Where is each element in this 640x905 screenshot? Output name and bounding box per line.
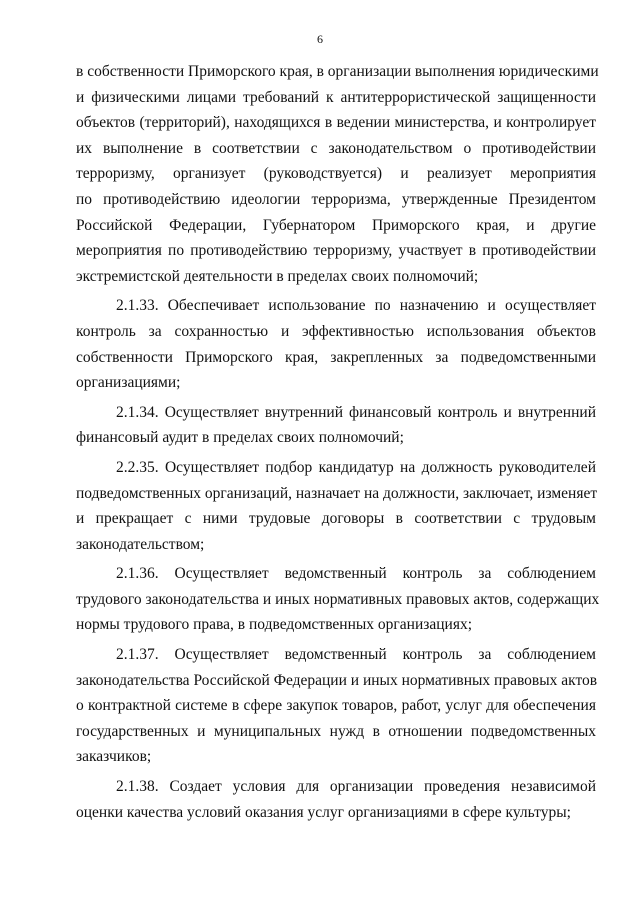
text-line: 2.1.37. Осуществляет ведомственный контроль за соблюдением: [116, 646, 596, 664]
text-line: нормы трудового права, в подведомственных организациях;: [76, 616, 473, 634]
text-line: по противодействию идеологии терроризма, утвержденные Президентом: [76, 190, 596, 208]
paragraph-2-1-37: [76, 642, 596, 770]
paragraph-2-1-38: [76, 774, 596, 825]
text-line: мероприятия по противодействию терроризму, участвует в противодействии: [76, 242, 596, 260]
text-line: организациями;: [76, 374, 181, 392]
text-line: 2.1.33. Обеспечивает использование по назначению и осуществляет: [116, 297, 596, 315]
text-line: терроризму, организует (руководствуется) и реализует мероприятия: [76, 165, 596, 183]
text-line: их выполнение в соответствии с законодательством о противодействии: [76, 139, 596, 157]
paragraph-continuation: [76, 59, 599, 289]
text-line: экстремистской деятельности в пределах своих полномочий;: [76, 267, 479, 285]
text-line: и прекращает с ними трудовые договоры в соответствии с трудовым: [76, 510, 596, 528]
text-line: собственности Приморского края, закрепленных за подведомственными: [76, 348, 596, 366]
text-line: трудового законодательства и иных нормативных правовых актов, содержащих: [76, 590, 600, 608]
text-line: 2.1.38. Создает условия для организации проведения независимой: [116, 778, 596, 796]
document-body: [76, 59, 600, 825]
text-line: 2.1.34. Осуществляет внутренний финансовый контроль и внутренний: [116, 403, 596, 421]
text-line: законодательства Российской Федерации и иных нормативных правовых актов: [76, 671, 598, 689]
text-line: финансовый аудит в пределах своих полномочий;: [76, 429, 404, 447]
text-line: 2.1.36. Осуществляет ведомственный контроль за соблюдением: [116, 565, 596, 583]
text-line: и физическими лицами требований к антитеррористической защищенности: [76, 88, 596, 106]
page-number: 6: [317, 32, 323, 46]
text-line: в собственности Приморского края, в организации выполнения юридическими: [76, 63, 599, 80]
paragraph-2-1-34: [76, 400, 596, 451]
text-line: 2.2.35. Осуществляет подбор кандидатур на должность руководителей: [116, 458, 596, 476]
text-line: оценки качества условий оказания услуг организациями в сфере культуры;: [76, 803, 571, 821]
text-line: контроль за сохранностью и эффективностью использования объектов: [76, 322, 596, 340]
paragraph-2-2-35: [76, 455, 596, 557]
paragraph-2-1-33: [76, 293, 596, 395]
text-line: подведомственных организаций, назначает на должности, заключает, изменяет: [76, 484, 598, 502]
paragraph-2-1-36: [76, 561, 600, 638]
text-line: Российской Федерации, Губернатором Приморского края, и другие: [76, 216, 596, 234]
text-line: объектов (территорий), находящихся в ведении министерства, и контролирует: [76, 114, 596, 132]
text-line: заказчиков;: [76, 748, 152, 766]
text-line: государственных и муниципальных нужд в отношении подведомственных: [76, 722, 596, 740]
text-line: о контрактной системе в сфере закупок товаров, работ, услуг для обеспечения: [76, 697, 596, 715]
text-line: законодательством;: [76, 535, 205, 553]
